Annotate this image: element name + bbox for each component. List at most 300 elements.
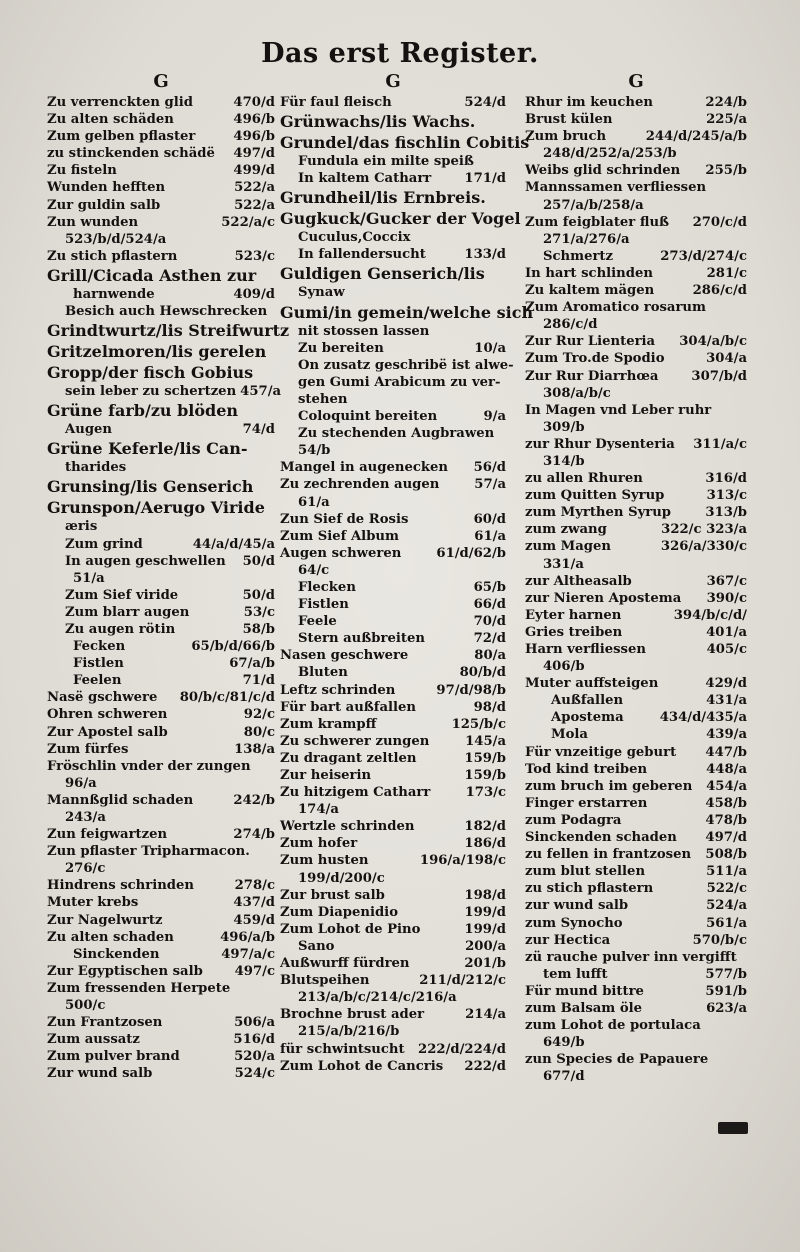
index-entry [47,179,275,196]
page-title: Das erst Register. [261,38,539,69]
entry-text: Außwurff fürdren [280,956,410,972]
entry-text: 649/b [543,1035,585,1051]
entry-reference: 286/c/d [692,283,747,299]
entry-text: gen Gumi Arabicum zu ver- [298,374,501,390]
entry-reference: 278/c [234,878,275,894]
index-entry [280,263,506,284]
entry-text: Für faul fleisch [280,95,392,110]
index-entry [525,709,747,726]
index-entry [525,761,747,778]
entry-text: 199/d/200/c [298,870,385,886]
entry-text: 309/b [543,419,585,435]
entry-reference: 225/a [706,112,747,128]
entry-text: Harn verfliessen [525,642,646,657]
index-entry [525,726,747,743]
index-entry [525,675,747,692]
index-column-2 [280,70,534,1075]
entry-reference: 50/d [242,587,275,603]
index-entry [47,94,275,111]
index-entry [525,556,747,573]
index-entry [525,915,747,932]
index-entry [280,1023,506,1040]
entry-text: Grill/Cicada Asthen zur [47,265,257,285]
entry-text: zum Synocho [525,915,623,931]
index-entry [47,689,275,706]
entry-text: Ohren schweren [47,707,168,723]
entry-reference: 434/d/435/a [659,710,747,726]
entry-text: Zu kaltem mägen [525,283,655,299]
index-entry [280,972,506,989]
entry-text: 215/a/b/216/b [298,1024,400,1040]
entry-reference: 429/d [705,676,747,692]
index-entry [280,630,506,647]
entry-text: Mangel in augenecken [280,460,448,476]
entry-text: Grünwachs/lis Wachs. [280,112,476,132]
index-entry [525,829,747,846]
index-column-1 [47,70,290,1083]
entry-text: zur wund salb [525,898,629,914]
entry-text: Schmertz [543,248,614,264]
index-entry [280,955,506,972]
entry-text: Zu alten schaden [47,929,174,945]
entry-reference: 497/d [233,146,275,162]
entry-text: Zu alten schäden [47,112,174,128]
entry-text: Zum fürfes [47,741,129,757]
index-entry [280,647,506,664]
entry-reference: 454/a [706,778,747,794]
entry-reference: 522/c [706,881,747,897]
entry-text: Zun Frantzosen [47,1015,163,1031]
index-entry [525,248,747,265]
entry-reference: 58/b [242,621,275,637]
entry-reference: 497/c [234,963,275,979]
entry-text: Zu verrenckten glid [47,95,194,110]
entry-reference: 80/a [474,648,506,664]
entry-reference: 511/a [706,864,747,880]
entry-reference: 133/d [464,247,506,263]
index-entry [525,846,747,863]
entry-text: Nasen geschwere [280,648,409,664]
index-entry [280,340,506,357]
index-entry [525,128,747,145]
index-entry [47,214,275,231]
index-entry [280,374,506,391]
entry-reference: 447/b [705,744,747,760]
index-entry [280,425,506,442]
index-entry [47,775,275,792]
entry-reference: 499/d [233,163,275,179]
entry-reference: 97/d/98/b [436,682,506,698]
index-entry [47,362,275,383]
entry-text: Apostema [551,710,624,726]
index-entry [47,672,275,689]
entry-text: Zum grind [65,536,143,552]
entry-reference: 196/a/198/c [419,853,506,869]
entry-text: Fistlen [73,656,124,672]
entry-reference: 496/b [233,129,275,145]
index-entry [47,980,275,997]
index-entry [525,641,747,658]
entry-text: 271/a/276/a [543,231,630,247]
index-entry [47,197,275,214]
index-entry [525,983,747,1000]
entry-reference: 159/b [464,768,506,783]
index-entry [525,350,747,367]
entry-reference: 431/a [706,693,747,709]
index-entry [280,989,506,1006]
entry-text: tharides [65,460,127,476]
index-entry [280,682,506,699]
index-entry [525,436,747,453]
entry-reference: 478/b [705,812,747,828]
index-entry [525,932,747,949]
index-entry [280,284,506,301]
entry-reference: 437/d [233,895,275,911]
index-entry [47,912,275,929]
entry-text: Zur heiserin [280,768,372,783]
index-entry [280,1058,506,1075]
entry-reference: 307/b/d [691,368,747,384]
entry-reference: 409/d [233,286,275,302]
entry-reference: 326/a/330/c [660,539,747,555]
entry-text: Finger erstarren [525,795,648,811]
entry-text: Grundel/das fischlin Cobitis [280,133,530,153]
index-entry [47,570,275,587]
entry-reference: 214/a [465,1007,506,1023]
index-entry [47,843,275,860]
index-entry [280,938,506,955]
column-letter: G [153,71,169,92]
entry-reference: 92/c [243,707,275,723]
entry-text: Mannssamen verfliessen [525,180,707,196]
entry-reference: 66/d [473,597,506,613]
entry-text: Augen [65,422,113,438]
index-entry [280,664,506,681]
entry-text: Für bart außfallen [280,699,417,715]
entry-reference: 199/d [464,921,506,937]
entry-reference: 186/d [464,836,506,852]
entry-text: Zur Nagelwurtz [47,912,163,928]
entry-reference: 522/a [234,197,275,213]
entry-text: 276/c [65,861,106,877]
index-entry [525,265,747,282]
index-entry [47,792,275,809]
entry-reference: 522/a [234,180,275,196]
entry-text: Guldigen Genserich/lis [280,264,485,284]
index-entry [47,706,275,723]
entry-text: In kaltem Catharr [298,171,432,187]
entry-text: 314/b [543,453,585,469]
index-entry [525,1068,747,1085]
entry-reference: 201/b [464,956,506,972]
entry-text: für schwintsucht [280,1041,405,1057]
entry-reference: 173/c [465,785,506,801]
index-entry [47,400,275,421]
index-entry [525,1034,747,1051]
entry-text: Gropp/der fisch Gobius [47,363,254,383]
entry-text: Zum Lohot de Cancris [280,1058,444,1074]
index-entry [525,231,747,248]
index-entry [525,778,747,795]
index-entry [47,587,275,604]
entry-text: Zum pulver brand [47,1049,180,1065]
entry-reference: 211/d/212/c [419,973,506,989]
entry-reference: 71/d [242,673,275,689]
entry-text: zu fellen in frantzosen [525,847,692,863]
index-column-3 [525,70,747,1085]
entry-text: Zu stich pflastern [47,248,178,264]
entry-text: zum Magen [525,539,611,555]
entry-reference: 459/d [233,912,275,928]
entry-text: Grindtwurtz/lis Streifwurtz [47,321,290,341]
entry-list [280,94,534,1075]
index-entry [280,94,506,111]
index-entry [525,692,747,709]
index-entry [280,904,506,921]
entry-reference: 200/a [465,938,506,954]
entry-reference: 367/c [706,573,747,589]
index-entry [47,963,275,980]
entry-reference: 67/a/b [229,656,275,672]
entry-reference: 53/c [243,604,275,620]
index-entry [47,826,275,843]
entry-reference: 520/a [234,1049,275,1065]
entry-text: Grunspon/Aerugo Viride [47,498,265,518]
entry-reference: 61/d/62/b [436,545,506,561]
index-entry [47,1048,275,1065]
entry-text: Cuculus,Coccix [298,230,411,246]
entry-text: Zur guldin salb [47,197,161,213]
index-entry [47,286,275,303]
index-entry [525,744,747,761]
index-entry [525,590,747,607]
index-entry [525,1051,747,1068]
entry-reference: 561/a [706,915,747,931]
index-entry [525,538,747,555]
index-entry [280,818,506,835]
index-entry [280,111,506,132]
entry-text: Sinckenden [73,946,160,962]
entry-reference: 401/a [706,624,747,640]
entry-text: Zum Lohot de Pino [280,921,421,937]
entry-text: harnwende [73,286,155,302]
entry-text: Zum Diapenidio [280,904,398,920]
entry-text: Zu dragant zeltlen [280,750,417,766]
index-entry [525,487,747,504]
entry-reference: 80/b/d [459,665,506,681]
entry-reference: 61/a [474,528,506,544]
entry-text: Zur Rur Diarrhœa [525,368,659,384]
index-entry [280,733,506,750]
entry-text: Zun pflaster Tripharmacon. [47,844,250,860]
entry-reference: 390/c [706,590,747,606]
entry-text: Zum feigblater fluß [525,214,670,230]
index-entry [280,511,506,528]
entry-text: zum Podagra [525,812,622,828]
index-entry [525,1000,747,1017]
entry-text: Wertzle schrinden [280,819,415,835]
entry-text: Zu bereiten [298,340,384,356]
entry-text: zu stinckenden schädë [47,146,215,162]
index-entry [47,860,275,877]
entry-text: zum Balsam öle [525,1000,643,1016]
index-entry [47,303,275,320]
index-entry [525,368,747,385]
entry-text: Zur Apostel salb [47,724,168,740]
index-entry [280,699,506,716]
index-entry [47,877,275,894]
entry-text: Zum gelben pflaster [47,129,196,145]
entry-text: Zu augen rötin [65,621,176,637]
index-entry [525,897,747,914]
entry-text: Zum Tro.de Spodio [525,351,665,367]
entry-reference: 273/d/274/c [660,248,747,264]
index-entry [280,229,506,246]
index-entry [525,453,747,470]
index-entry [280,476,506,493]
entry-text: Zun Sief de Rosis [280,511,409,527]
entry-text: Zu zechrenden augen [280,477,440,493]
entry-reference: 458/b [705,795,747,811]
entry-text: Rhur im keuchen [525,95,653,110]
entry-text: 61/a [298,494,330,510]
index-entry [47,809,275,826]
index-entry [525,607,747,624]
entry-text: Besich auch Hewschrecken [65,304,268,320]
entry-reference: 65/b [473,579,506,595]
entry-text: zum Quitten Syrup [525,488,665,504]
entry-reference: 80/c [243,724,275,740]
entry-reference: 255/b [705,163,747,179]
entry-text: Zum blarr augen [65,604,190,620]
entry-reference: 98/d [473,699,506,715]
entry-reference: 497/a/c [221,946,275,962]
entry-text: Flecken [298,579,356,595]
entry-reference: 405/c [706,642,747,657]
entry-text: In Magen vnd Leber ruhr [525,402,712,418]
index-entry [47,758,275,775]
index-entry [47,248,275,265]
index-entry [525,145,747,162]
index-entry [525,658,747,675]
index-entry [47,231,275,248]
entry-text: Stern außbreiten [298,631,425,647]
index-entry [525,966,747,983]
index-entry [280,528,506,545]
index-entry [47,518,275,535]
entry-text: Leftz schrinden [280,682,396,698]
entry-reference: 506/a [234,1015,275,1031]
entry-text: Nasë gschwere [47,690,158,706]
index-entry [525,299,747,316]
entry-text: 248/d/252/a/253/b [543,146,677,162]
index-entry [525,316,747,333]
entry-reference: 10/a [474,340,506,356]
entry-text: zu allen Rhuren [525,471,643,487]
entry-text: Sinckenden schaden [525,830,677,846]
index-entry [47,655,275,672]
entry-text: zum Myrthen Syrup [525,505,672,521]
index-entry [525,333,747,350]
entry-text: Brust külen [525,112,613,128]
index-entry [280,784,506,801]
entry-text: Fecken [73,639,126,655]
entry-text: zun Species de Papauere [525,1052,709,1068]
entry-reference: 65/b/d/66/b [191,639,275,655]
entry-text: On zusatz geschribë ist alwe- [298,357,514,373]
index-entry [47,497,275,518]
entry-reference: 57/a [474,477,506,493]
index-entry [280,870,506,887]
entry-reference: 199/d [464,904,506,920]
index-entry [47,438,275,459]
index-entry [525,179,747,196]
column-letter: G [385,71,401,92]
index-entry [525,1017,747,1034]
entry-text: 51/a [73,570,105,586]
entry-reference: 457/a [240,384,282,400]
entry-text: Zum aussatz [47,1032,140,1048]
entry-text: Für mund bittre [525,983,644,999]
entry-reference: 50/d [242,553,275,569]
entry-text: Gugkuck/Gucker der Vogel [280,209,521,229]
entry-reference: 523/c [234,248,275,264]
entry-text: tem lufft [543,966,608,982]
index-entry [280,767,506,784]
entry-text: stehen [298,391,348,407]
index-entry [525,94,747,111]
entry-text: Zur brust salb [280,887,385,903]
index-entry [280,132,530,153]
entry-text: Fröschlin vnder der zungen [47,758,251,774]
entry-reference: 570/b/c [692,932,747,948]
index-entry [525,812,747,829]
entry-text: Grunsing/lis Genserich [47,477,254,497]
entry-reference: 198/d [464,887,506,903]
entry-reference: 224/b [705,95,747,110]
index-entry [280,208,521,229]
entry-reference: 322/c 323/a [661,522,747,538]
entry-text: Feelen [73,673,122,689]
entry-reference: 138/a [234,741,275,757]
entry-list [47,94,290,1083]
index-entry [280,852,506,869]
entry-reference: 508/b [705,847,747,863]
index-entry [47,111,275,128]
entry-reference: 244/d/245/a/b [645,129,747,145]
entry-text: 213/a/b/c/214/c/216/a [298,990,457,1006]
entry-reference: 182/d [464,819,506,835]
index-entry [47,997,275,1014]
index-entry [280,302,534,323]
entry-text: zum blut stellen [525,864,646,880]
entry-text: nit stossen lassen [298,323,430,339]
index-entry [525,573,747,590]
entry-reference: 222/d [464,1058,506,1074]
entry-text: 331/a [543,556,584,572]
entry-reference: 313/b [705,505,747,521]
entry-text: Zum hofer [280,836,358,852]
index-entry [47,621,275,638]
entry-text: 308/a/b/c [543,385,611,401]
entry-text: Außfallen [551,693,624,709]
entry-reference: 60/d [473,511,506,527]
index-entry [525,949,747,966]
entry-reference: 159/b [464,750,506,766]
entry-reference: 311/a/c [693,436,747,452]
entry-text: Tod kind treiben [525,761,648,777]
index-entry [280,921,506,938]
